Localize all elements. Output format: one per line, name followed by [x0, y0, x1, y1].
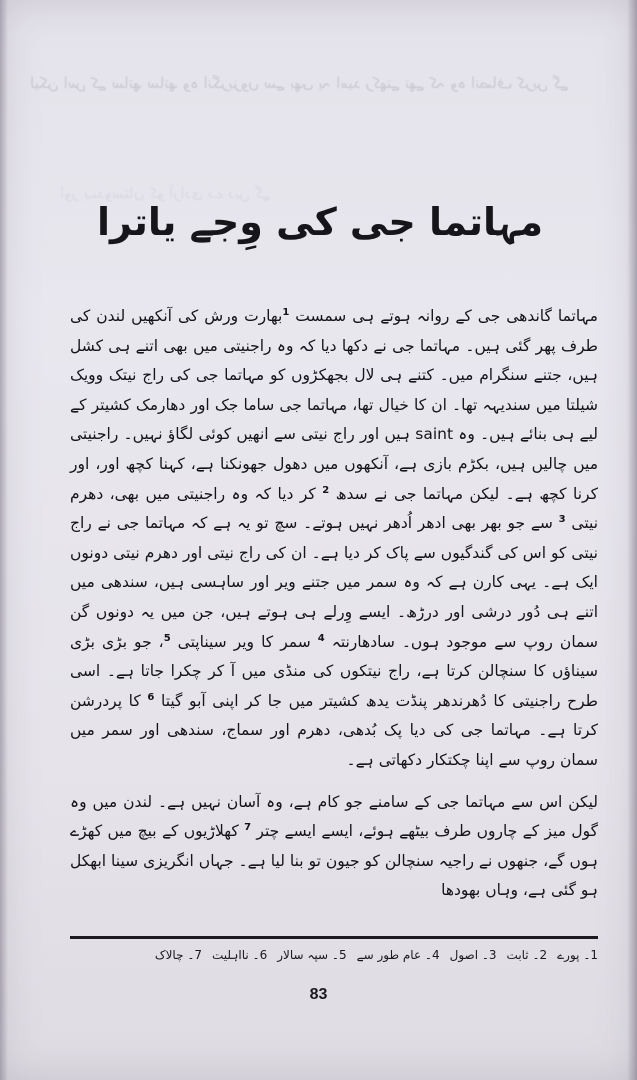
footnote-marker: 6	[147, 691, 155, 703]
text-run: لیکن اس سے مہاتما جی کے سامنے جو کام ہے، وہ آسان نہیں ہے۔ لندن میں وہ گول میز کے چاروں طرف بیٹھے ہوئے، ایسے ایسے چتر	[70, 792, 598, 841]
footnote-marker: 4	[317, 632, 325, 644]
footnote-marker: 2	[322, 484, 330, 496]
footnote-item: 6۔ نااہلیت	[212, 948, 268, 962]
chapter-title: مہاتما جی کی وِجے یاترا	[96, 200, 544, 244]
footnotes	[70, 948, 598, 962]
footnote-divider	[70, 936, 598, 939]
text-run: مہاتما گاندھی جی کے روانہ ہوتے ہی سمست	[289, 307, 598, 325]
footnote-item: 2۔ ثابت	[506, 948, 548, 962]
text-run: سے جو بھر بھی ادھر اُدھر نہیں ہوتے۔ سچ تو یہ ہے کہ مہاتما جی نے راج نیتی کو اس کی گندگیوں سے پاک کر دیا ہے۔ ان کی راج نیتی اور دھرم نیتی دونوں ایک ہے۔ یہی کارن ہے کہ وہ سمر میں جتنے ویر اور ساہسی ہیں، سندھی میں اتنے ہی دُور درشی اور درڑھ۔ ایسے وِرلے ہی ہوتے ہیں، جن میں یہ دونوں گن سمان روپ سے موجود ہوں۔ سادھارنتہ	[70, 514, 598, 651]
footnote-marker: 1	[282, 306, 290, 318]
page-shadow-right	[627, 0, 637, 1080]
footnote-item: 4۔ عام طور سے	[356, 948, 440, 962]
footnote-item: 7۔ چالاک	[154, 948, 202, 962]
bleed-through-line: لیکن اس کے ساتھ ساتھ وہ انگریزوں سے بھی یہ امید رکھتے تھے کہ وہ انصاف کریں گے	[30, 74, 569, 92]
bleed-through-text	[30, 70, 600, 130]
paragraph	[70, 788, 598, 906]
footnote-item: 1۔ پورے	[557, 948, 598, 962]
footnote-marker: 5	[163, 632, 171, 644]
footnote-marker: 7	[244, 821, 252, 833]
bleed-through-line: اور ہندوستان کو آزادی دے دیں گے	[60, 184, 271, 202]
body-text	[70, 302, 598, 906]
text-run: کا پردرشن کرتا ہے۔ مہاتما جی کی دیا پک بُدھی، دھرم اور سماج، سندھی اور سمر میں سمان روپ سے اپنا چکتکار دکھاتی ہے۔	[70, 691, 598, 769]
page-number: 83	[309, 986, 328, 1003]
paragraph	[70, 302, 598, 776]
text-run: کر دیا کہ وہ راجنیتی میں بھی، دھرم نیتی	[70, 484, 599, 533]
text-run: ، جو بڑی بڑی سیناؤں کا سنچالن کرتا ہے، راج نیتکوں کی منڈی میں آ کر چکرا جاتا ہے۔ اسی طرح راجنیتی کا دُھرندھر پنڈت یدھ کشیتر میں جا کر اپنی آبو گیتا	[70, 632, 598, 710]
text-run: سمر کا ویر سیناپتی	[170, 632, 318, 651]
text-run: کھلاڑیوں کے بیچ میں کھڑے ہوں گے، جنھوں نے راجیہ سنچالن کو جیون تو بنا لیا ہے۔ جہاں انگریزی سینا ابھکل ہو گئی ہے، وہاں بھودھا	[70, 822, 598, 900]
text-run: بھارت ورش کی آنکھیں لندن کی طرف پھر گئی ہیں۔ مہاتما جی نے دکھا دیا کہ وہ راجنیتی میں بھی اتنے ہی کشل ہیں، جتنے سنگرام میں۔ کتنے ہی لال بجھکڑوں کو مہاتما جی کی راج نیتک وویک شیلتا میں سندیہہ تھا۔ ان کا خیال تھا، مہاتما جی ساما جک اور دھارمک کشیتر کے لیے ہی بنائے ہیں۔ وہ saint ہیں اور راج نیتی سے انھیں کوئی لگاؤ نہیں۔ راجنیتی میں چالیں ہیں، بکڑم بازی ہے، آنکھوں میں دھول جھونکنا ہے، کہنا کچھ اور، اور کرنا کچھ ہے۔ لیکن مہاتما جی نے سدھ	[70, 307, 598, 503]
page-shadow-left	[0, 0, 8, 1080]
footnote-marker: 3	[558, 514, 566, 525]
footnote-item: 5۔ سپہ سالار	[277, 948, 347, 962]
footnote-item: 3۔ اصول	[449, 948, 497, 962]
